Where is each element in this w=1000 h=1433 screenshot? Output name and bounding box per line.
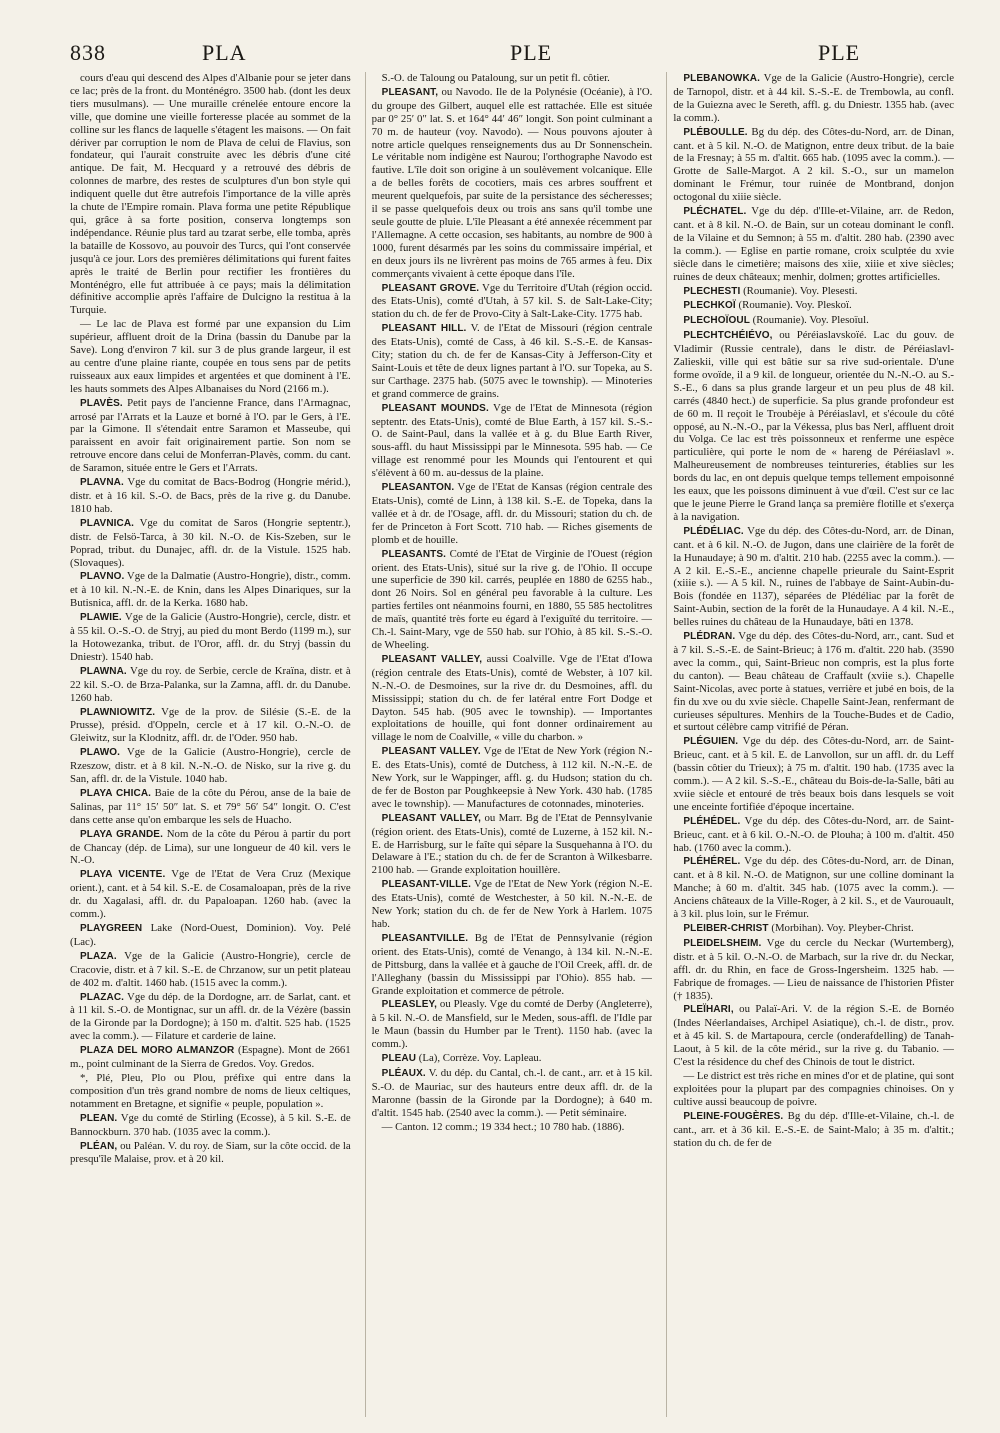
dictionary-entry [372,481,653,547]
entry-text: Vge du cercle du Neckar (Wurtemberg), distr. et à 5 kil. O.-N.-O. de Marbach, sur la rive dr. du Neckar, affl. dr. du Rhin, en face de Gross-Ingersheim. 1325 hab. — Fabrique de fromages. — Lieu de naissance de l'historien Pfister († 1835). [673,936,955,1002]
running-header [70,40,952,74]
dictionary-entry [372,1121,653,1134]
entry-headword: PLÉAN, [80,1140,118,1152]
entry-text: Vge du dép. des Côtes-du-Nord, arr. de Dinan, cant. et à 6 kil. N.-O. de Jugon, dans une clairière de la forêt de la Hunaudaye; à 90 m. d'altit. 210 hab. (2255 avec la comm.). — A 2 kil. E.-S.-E., ancienne chapelle prieurale du Saint-Esprit (xiiie s.). — A 5 kil. N., ruines de l'abbaye de Saint-Aubin-du-Bois (fondée en 1137), séparées de Plédéliac par la forêt de Saint-Aubin, section de la forêt de la Hunaudaye. A 4 kil. N.-E., belles ruines du château de la Hunaudaye, bâti en 1378. [673,524,955,629]
entry-headword: PLÉHÉDEL. [683,815,741,827]
entry-headword: PLEASANTS. [381,548,447,560]
dictionary-entry [70,1072,351,1111]
entry-headword: PLAWIE. [80,612,122,624]
dictionary-entry [70,1044,351,1071]
entry-text: (Morbihan). Voy. Pleyber-Christ. [771,922,914,934]
dictionary-entry [70,1112,351,1139]
entry-text: Vge de l'Etat de New York (région N.-E. des Etats-Unis), comté de Dutchess, à 112 kil. N.-N.-E. de New York, sur le Wappinger, affl. g. du Hudson; station du ch. de fer de Boston par Poughkeepsie à New York. 430 hab. (1785 avec le township). — Manufactures de cotonnades, minoteries. [371,745,653,810]
dictionary-entry [673,855,954,921]
entry-text: Vge du dép. des Côtes-du-Nord, arr. de Saint-Brieuc, cant. et à 5 kil. E. de Lanvollon, sur un affl. dr. du Leff (bassin côtier du Trieux); à 75 m. d'altit. 190 hab. (1735 avec la comm.). — A 2 kil. S.-S.-E., château du Bois-de-la-Salle, bâti au xviie siècle et entouré de très beaux bois dans lesquels se voit une enceinte fortifiée d'époque incertaine. [673,735,955,813]
entry-headword: PLEAU [381,1053,417,1065]
entry-headword: PLECHKOÏ [683,300,736,312]
entry-headword: PLÉDÉLIAC. [683,525,744,537]
dictionary-entry [70,1140,351,1167]
entry-text: Bg de l'Etat de Pennsylvanie (région orient. des Etats-Unis), comté de Venango, à 134 kil. N.-N.-E. de Pittsburg, dans la vallée et à gauche de l'Oil Creek, affl. dr. de l'Alleghany (bassin du Mississippi par l'Ohio). 855 hab. — Grande exploitation et commerce de pétrole. [371,931,653,997]
entry-text: ou Pleasly. Vge du comté de Derby (Angleterre), à 5 kil. N.-O. de Mansfield, sur le Meden, sous-affl. de l'Idle par le Maun (bassin du Humber par le Trent). 1150 hab. (avec la comm.). [371,998,653,1051]
entry-text: Vge de la Galicie (Austro-Hongrie), cercle de Cracovie, distr. et à 7 kil. S.-E. de Chrzanow, sur un petit plateau de 402 m. d'altit. 1460 hab. (1515 avec la comm.). [70,949,351,989]
entry-headword: PLÉDRAN. [683,631,736,643]
dictionary-entry [70,922,351,949]
entry-text: Vge du dép. des Côtes-du-Nord, arr. de Dinan, cant. et à 8 kil. N.-O. de Matignon, sur une colline dominant la Manche; à 60 m. d'altit. 345 hab. (1075 avec la comm.). — Anciens châteaux de la Ville-Roger, à 2 kil. S., et de Vaurouault, à 3 kil. plus loin, sur le Frémur. [673,855,955,921]
entry-text: Vge du dép. d'Ille-et-Vilaine, arr. de Redon, cant. et à 8 kil. N.-O. de Bain, sur un coteau dominant le confl. de la Vilaine et du Semnon; à 55 m. d'altit. 280 hab. (2390 avec la comm.). — Eglise en partie romane, croix sculptée du xvie siècle dans le cimetière; maisons des xiie, xiiie et xive siècles; ruines de deux châteaux; menhir, dolmen; grottes artificielles. [673,205,955,283]
entry-text: (Espagne). Mont de 2661 m., point culminant de la Sierra de Gredos. Voy. Gredos. [70,1044,351,1071]
entry-text: Vge de l'Etat de New York (région N.-E. des Etats-Unis), comté de Westchester, à 50 kil. N.-N.-E. de New York; station du ch. de fer de New York à Harlem. 1075 hab. [371,878,653,930]
dictionary-entry [70,476,351,516]
dictionary-entry [372,745,653,811]
entry-headword: PLAWO. [80,747,121,759]
entry-headword: PLEINE-FOUGÈRES. [683,1110,784,1122]
entry-text: ou Marr. Bg de l'Etat de Pennsylvanie (région orient. des Etats-Unis), comté de Luzerne, à 152 kil. N.-E. de Harrisburg, sur le faîte qui sépare la Susquehanna à l'O. du Delaware à l'E.; station du ch. de fer de Scranton à Wilkesbarre. 2100 hab. — Grande exploitation houillère. [371,811,653,877]
dictionary-entry [70,746,351,786]
entry-headword: PLEÏHARI, [683,1004,734,1016]
entry-headword: PLEASANT HILL. [381,323,467,335]
dictionary-entry [70,570,351,610]
entry-text: Vge de l'Etat de Minnesota (région septentr. des Etats-Unis), comté de Blue Earth, à 157 kil. S.-S.-O. de Saint-Paul, dans la vallée et à g. du Blue Earth River, sous-affl. du haut Mississippi par le Minnesota. 595 hab. — Ce village est renommé pour les Mounds qui l'entourent et qui s'élèvent à 60 m. au-dessus de la plaine. [371,401,653,480]
entry-text: V. du dép. du Cantal, ch.-l. de cant., arr. et à 15 kil. S.-O. de Mauriac, sur des hauteurs entre deux affl. dr. de la Maronne (bassin de la Gironde par la Dordogne); à 640 m. d'altit. 1545 hab. (2540 avec la comm.). — Petit séminaire. [371,1066,653,1119]
column-1 [70,72,351,1417]
entry-headword: PLÉHÉREL. [683,856,741,868]
entry-headword: PLEASANT GROVE. [381,282,480,294]
entry-headword: PLAVNICA. [80,517,135,529]
entry-text: Vge de l'Etat de Vera Cruz (Mexique orient.), cant. et à 54 kil. S.-E. de Cosamaloapan, près de la rive dr. du Xagalasi, affl. dr. du Papaloapan. 1260 hab. (avec la comm.). [70,868,351,921]
dictionary-entry [673,205,954,283]
header-left-word: PLA [202,40,247,65]
text-columns [70,72,954,1417]
dictionary-entry [372,653,653,744]
entry-headword: PLEASANTON. [381,482,455,494]
dictionary-entry [673,815,954,855]
entry-headword: PLEASANT MOUNDS. [381,402,489,414]
entry-headword: PLAZAC. [80,991,125,1003]
header-middle-word: PLE [510,40,553,65]
dictionary-entry [673,285,954,299]
entry-headword: PLÉBOULLE. [683,126,748,138]
dictionary-entry [372,1067,653,1120]
dictionary-entry [372,932,653,998]
entry-text: V. de l'Etat de Missouri (région centrale des Etats-Unis), comté de Cass, à 46 kil. S.-S.-E. de Kansas-City; station du ch. de fer de Kansas-City à Jefferson-City et Saint-Louis et tête de deux lignes partant à l'O. sur Topeka, au S. sur Carthage. 2375 hab. (5075 avec le township). — Minoteries et grand commerce de grains. [371,322,653,400]
entry-headword: PLEIBER-CHRIST [683,923,769,934]
dictionary-entry [70,517,351,570]
entry-headword: PLAYGREEN [80,923,143,934]
entry-text: — Canton. 12 comm.; 19 334 hect.; 10 780 hab. (1886). [381,1120,625,1133]
entry-text: ou Palaï-Ari. V. de la région S.-E. de Bornéo (Indes Néerlandaises, Archipel Asiatique), ch.-l. de distr., prov. et à 45 kil. S. de Martapoura, cercle (onderafdelling) de Tanah-Laout, à 5 kil. de la côte mérid., sur la rive g. du Tabanio. — C'est la résidence du chef des Chinois de tout le district. [673,1003,955,1069]
dictionary-entry [372,548,653,652]
entry-headword: PLAZA. [80,950,117,962]
entry-text: Vge du roy. de Serbie, cercle de Kraïna, distr. et à 22 kil. S.-O. de Brza-Palanka, sur la Zamna, affl. dr. du Danube. 1260 hab. [70,664,351,704]
entry-text: Vge de la Galicie (Austro-Hongrie), cercle de Tarnopol, distr. et à 44 kil. S.-S.-E. de Trembowla, au confl. de la Guiezna avec le Sereth, affl. g. du Dniestr. 1355 hab. (avec la comm.). [673,72,955,124]
entry-headword: PLEASLEY, [381,999,438,1011]
entry-text: Vge de la Dalmatie (Austro-Hongrie), distr., comm. et à 10 kil. N.-N.-E. de Knin, dans les Alpes Dinariques, sur la Butisnica, affl. dr. de la Kerka. 1680 hab. [70,570,351,610]
dictionary-entry [70,706,351,746]
dictionary-entry [673,329,954,524]
entry-text: (Roumanie). Voy. Plesesti. [743,284,858,297]
dictionary-entry [372,402,653,480]
dictionary-entry [70,991,351,1044]
entry-text: Vge de l'Etat de Kansas (région centrale des Etats-Unis), comté de Linn, à 138 kil. S.-E. de Topeka, dans la vallée et à dr. de l'Osage, affl. dr. du Missouri; station du ch. de fer de Princeton à Fort Scott. 710 hab. — Riches gisements de plomb et de houille. [371,481,653,546]
entry-headword: PLEASANT VALLEY, [381,653,483,665]
entry-headword: PLAYA VICENTE. [80,869,166,881]
entry-text: ou Navodo. Ile de la Polynésie (Océanie), à l'O. du groupe des Gilbert, auquel elle est rattachée. Elle est située par 0° 25′ 0″ lat. S. et 164° 44′ 46″ longit. Son point culminant a 70 m. de hauteur (voy. Navodo). — Nous pouvons ajouter à notre article quelques renseignements dus au Dr Sonnenschein. Le véritable nom indigène est Naurou; l'orthographe Navodo est fautive. L'île doit son origine à un soulèvement volcanique. Elle a de belles forêts de cocotiers, mais ces arbres souffrent et meurent quelquefois, par suite de la persistance des sécheresses; il se passe quelquefois deux ou trois ans sans qu'il tombe une seule goutte de pluie. L'île Pleasant a été annexée récemment par l'Allemagne. A cette occasion, ses habitants, au nombre de 900 à 1000, furent désarmés par les soins du commissaire impérial, et en deux jours ils ne livrèrent pas moins de 765 armes à feu. Dix commerçants vivaient à cette époque dans l'île. [371,85,653,280]
dictionary-entry [673,630,954,734]
dictionary-entry [70,318,351,395]
entry-headword: PLEBANOWKA. [683,73,760,84]
entry-text: Vge de la Galicie (Austro-Hongrie), cercle de Rzeszow, distr. et à 8 kil. N.-N.-O. de Nisko, sur la rive g. du San, affl. dr. de la Vistule. 1040 hab. [70,746,351,786]
entry-headword: PLAWNIOWITZ. [80,706,156,718]
entry-headword: PLEASANTVILLE. [381,932,469,944]
dictionary-entry [70,787,351,827]
entry-headword: PLECHESTI [683,285,741,297]
dictionary-entry [673,922,954,936]
entry-headword: PLAZA DEL MORO ALMANZOR [80,1045,235,1057]
entry-headword: PLEIDELSHEIM. [683,937,762,949]
dictionary-entry [673,72,954,125]
entry-text: Baie de la côte du Pérou, anse de la baie de Salinas, par 11° 15′ 50″ lat. S. et 79° 56′ 54″ longit. O. C'est dans cette anse qu'on embarque les sels de Huacho. [70,786,351,826]
entry-text: Petit pays de l'ancienne France, dans l'Armagnac, arrosé par l'Arrats et la Lauze et borné à l'O. par le Gers, à l'E. par la Gimone. Il s'étendait entre Saramon et Masseube, qui paraissent en avoir fait originairement partie. Son nom se retrouve encore dans celui de Monferran-Plavès, comm. du cant. de Saramon, située entre le Gers et l'Arrats. [70,396,351,475]
entry-headword: PLAVNA. [80,477,124,489]
entry-headword: PLECHOÏOUL [683,315,750,327]
column-3 [666,72,954,1417]
entry-text: S.-O. de Taloung ou Pataloung, sur un petit fl. côtier. [381,72,610,84]
dictionary-entry [372,998,653,1051]
entry-text: (La), Corrèze. Voy. Lapleau. [418,1052,542,1065]
dictionary-entry [70,72,351,317]
entry-headword: PLÉCHATEL. [683,206,747,218]
entry-text: Vge du comitat de Saros (Hongrie septentr.), distr. de Felsö-Tarca, à 30 kil. N.-O. de Kis-Szeben, sur le Poprad, tribut. du Dunajec, affl. dr. de la Vistule. 1525 hab. (Slovaques). [70,516,351,569]
dictionary-entry [673,126,954,204]
entry-text: Vge du dép. de la Dordogne, arr. de Sarlat, cant. et à 11 kil. S.-O. de Montignac, sur un affl. dr. de la Vézère (bassin de la Gironde par la Dordogne); à 150 m. d'altit. 525 hab. (1525 avec la comm.). — Filature et carderie de laine. [70,990,351,1043]
header-right-word: PLE [818,40,861,65]
entry-text: ou Péréiaslavskoïé. Lac du gouv. de Vladimir (Russie centrale), dans le distr. de Péréiaslavl-Zalieskii, ville qui est bâtie sur sa rive sud-orientale. D'une forme ovoïde, il a 9 kil. de longueur, orientée du N.-N.-O. au S.-S.-E., 6 dans sa plus grande largeur et un peu plus de 48 kil. carrés (4840 hect.) de superficie. Sa plus grande profondeur est de 60 m. Il reçoit le Troubèje à Péréiaslavl, et s'écoule du côté opposé, au N.-N.-O., par la Vékessa, plus bas Nerl, affluent droit du Volga. Ce lac est très poissonneux et renferme une espèce particulière, qui porte le nom de « hareng de Péréiaslavl ». Malheureusement de nombreuses teintureries, établies sur les bords du lac, en ont depuis quelque temps tellement empoisonné les eaux, que les poissons diminuent à vue d'œil. C'est sur ce lac que le jeune Pierre le Grand lança sa première flotille et s'exerça à la navigation. [673,329,955,523]
entry-text: Lake (Nord-Ouest, Dominion). Voy. Pelé (Lac). [70,922,351,948]
dictionary-entry [372,322,653,400]
entry-headword: PLEASANT-VILLE. [381,879,471,891]
dictionary-entry [70,665,351,705]
entry-text: — Le district est très riche en mines d'or et de platine, qui sont exploitées pour la plupart par des compagnies chinoises. On y cultive aussi beaucoup de poivre. [673,1069,955,1108]
entry-text: Nom de la côte du Pérou à partir du port de Chancay (dép. de Lima), sur une longueur de 40 kil. vers le N.-O. [70,827,351,867]
entry-text: Comté de l'Etat de Virginie de l'Ouest (région orient. des Etats-Unis), situé sur la rive g. de l'Ohio. Il occupe une superficie de 390 kil. carrés, peuplée en 1880 de 6255 hab., dont 26 Noirs. Sol en général peu favorable à la culture. Les parties fertiles ont néanmoins fourni, en 1880, 55 585 hectolitres de maïs, quantité très forte eu égard à l'exiguïté du territoire. — Ch.-l. Saint-Mary, vge de 550 hab. sur l'Ohio, à 85 kil. S.-S.-O. de Wheeling. [371,547,653,651]
entry-text: Vge du comté de Stirling (Ecosse), à 5 kil. S.-E. de Bannockburn. 370 hab. (1035 avec la comm.). [70,1111,351,1138]
dictionary-entry [673,299,954,313]
entry-text: Bg du dép. des Côtes-du-Nord, arr. de Dinan, cant. et à 5 kil. N.-O. de Matignon, entre deux tribut. de la baie de la Fresnay; à 55 m. d'altit. 665 hab. (1095 avec la comm.). — Grotte de Salle-Margot. A 2 kil. S.-O., sur un mamelon dominant le Frémur, tour ruinée de Montbrand, donjon octogonal du xiiie siècle. [673,125,955,204]
entry-text: Vge du dép. des Côtes-du-Nord, arr. de Saint-Brieuc, cant. et à 6 kil. O.-N.-O. de Plouha; à 100 m. d'altit. 450 hab. (1760 avec la comm.). [673,814,955,854]
dictionary-entry [673,525,954,629]
entry-text: Vge du comitat de Bacs-Bodrog (Hongrie mérid.), distr. et à 16 kil. S.-O. de Bacs, près de la rive g. du Danube. 1810 hab. [70,476,351,515]
entry-text: (Roumanie). Voy. Plesoïul. [752,314,869,327]
dictionary-entry [372,1052,653,1066]
dictionary-entry [70,397,351,475]
entry-text: Vge de la Galicie (Austro-Hongrie), cercle, distr. et à 55 kil. O.-S.-O. de Stryj, au pied du mont Berdo (1199 m.), sur la Hotowezanka, tribut. de l'Oror, affl. dr. du Stryj (bassin du Dniestr). 1540 hab. [70,611,351,663]
entry-headword: PLEASANT VALLEY. [381,746,481,758]
dictionary-entry [70,868,351,921]
entry-headword: PLAYA GRANDE. [80,828,163,840]
dictionary-entry [673,1070,954,1109]
entry-headword: PLAVÈS. [80,397,123,409]
entry-headword: PLEASANT, [381,86,439,98]
entry-headword: PLAWNA. [80,665,127,677]
dictionary-entry [70,950,351,990]
dictionary-entry [372,878,653,931]
entry-headword: PLÉAUX. [381,1067,426,1079]
dictionary-entry [372,282,653,322]
entry-text: — Le lac de Plava est formé par une expansion du Lim supérieur, affluent droit de la Drina (bassin du Danube par la Save). Long d'environ 7 kil. sur 3 de plus grande largeur, il est au centre d'une plaine riante, coupée en tous sens par de petits ruisseaux aux eaux limpides et argentées et que dominent à l'E. les hauts sommets des Alpes Albanaises du Nord (2166 m.). [70,318,351,395]
dictionary-entry [673,314,954,328]
dictionary-entry [372,86,653,281]
dictionary-entry [70,611,351,664]
entry-text: Bg du dép. d'Ille-et-Vilaine, ch.-l. de cant., arr. et à 36 kil. E.-S.-E. de Saint-Malo; à 35 m. d'altit.; station du ch. de fer de [673,1109,955,1149]
entry-text: aussi Coalville. Vge de l'Etat d'Iowa (région centrale des Etats-Unis), comté de Webster, à 107 kil. N.-N.-O. de Desmoines, sur la rive dr. du Desmoines, affl. du Mississippi; station du ch. de fer latéral entre Fort Dodge et Dayton. 545 hab. (905 avec le township). — Importantes exploitations de houille, qui font donner ordinairement au village le nom de Coalville, « ville du charbon. » [371,652,653,744]
entry-text: Vge du Territoire d'Utah (région occid. des Etats-Unis), comté d'Utah, à 57 kil. S. de Salt-Lake-City; station du ch. de fer de Provo-City à Salt-Lake-City. 1775 hab. [371,281,653,321]
dictionary-entry [673,1003,954,1069]
entry-text: cours d'eau qui descend des Alpes d'Albanie pour se jeter dans ce lac; près de la front. du Monténégro. 3500 hab. (dont les deux tiers musulmans). — Une muraille crénelée entoure encore la ville, que domine une vieille forteresse placée au sommet de la colline sur les flancs de laquelle s'étagent les maisons. — On fait dériver par corruption le nom de Plava de celui de Flavius, son fondateur, qui l'aurait construite avec les débris d'une cité antique. De fait, M. Hecquard y a retrouvé des débris de colonnes de marbre, des restes de sculptures d'un bon style qui indiquent quelle dut être autrefois l'importance de la ville après la chute de l'Empire romain. Plava forma une petite République qui, grâce à sa forte position, conserva longtemps son indépendance. Réunie plus tard au tzarat serbe, elle tomba, après la bataille de Kossovo, au pouvoir des Turcs, qui l'ont conservée jusqu'à ce jour. Lors des premières délimitations qui furent faites après le traité de Berlin pour rectifier les frontières du Monténégro, elle fut attribuée à ce pays; mais la délimitation définitive accomplie après l'affaire de Dulcigno la restitua à la Turquie. [70,72,351,317]
entry-headword: PLAVNO. [80,571,125,583]
dictionary-entry [372,812,653,878]
dictionary-entry [673,735,954,813]
entry-headword: PLAYA CHICA. [80,787,152,799]
dictionary-entry [70,828,351,868]
dictionary-entry [673,1110,954,1150]
dictionary-entry [372,72,653,85]
page-number: 838 [70,40,106,65]
entry-text: ou Paléan. V. du roy. de Siam, sur la côte occid. de la presqu'île Malaise, prov. et à 20 kil. [70,1139,351,1166]
entry-headword: PLEASANT VALLEY, [381,812,482,824]
entry-text: (Roumanie). Voy. Pleskoï. [738,299,852,312]
entry-text: Vge du dép. des Côtes-du-Nord, arr., cant. Sud et à 7 kil. S.-S.-E. de Saint-Brieuc; à 176 m. d'altit. 220 hab. (3590 avec la comm., qui, Saint-Brieuc non compris, est la plus forte du canton). — Beau château de Craffault (xviie s.). Chapelle Saint-Nicolas, avec porte à statues, verrière et jubé en bois, de la fin du xve ou du xvie siècle. Chapelle Saint-Jean, renfermant de curieuses sépultures. Menhirs de la Touche-Budes et de Cadio, et surtout célèbre camp vitrifié de Péran. [673,630,955,734]
column-2 [365,72,653,1417]
entry-text: *, Plé, Pleu, Plo ou Plou, préfixe qui entre dans la composition d'un très grand nombre de noms de lieux celtiques, notamment en Bretagne, et signifie « peuple, population ». [70,1071,351,1110]
entry-text: Vge de la prov. de Silésie (S.-E. de la Prusse), présid. d'Oppeln, cercle et à 17 kil. O.-N.-O. de Gleiwitz, sur la Klodnitz, affl. dr. de l'Oder. 950 hab. [70,705,351,745]
entry-headword: PLECHTCHÉIÉVO, [683,330,773,342]
dictionary-entry [673,937,954,1003]
entry-headword: PLÉGUIEN. [683,736,739,748]
entry-headword: PLEAN. [80,1112,118,1124]
